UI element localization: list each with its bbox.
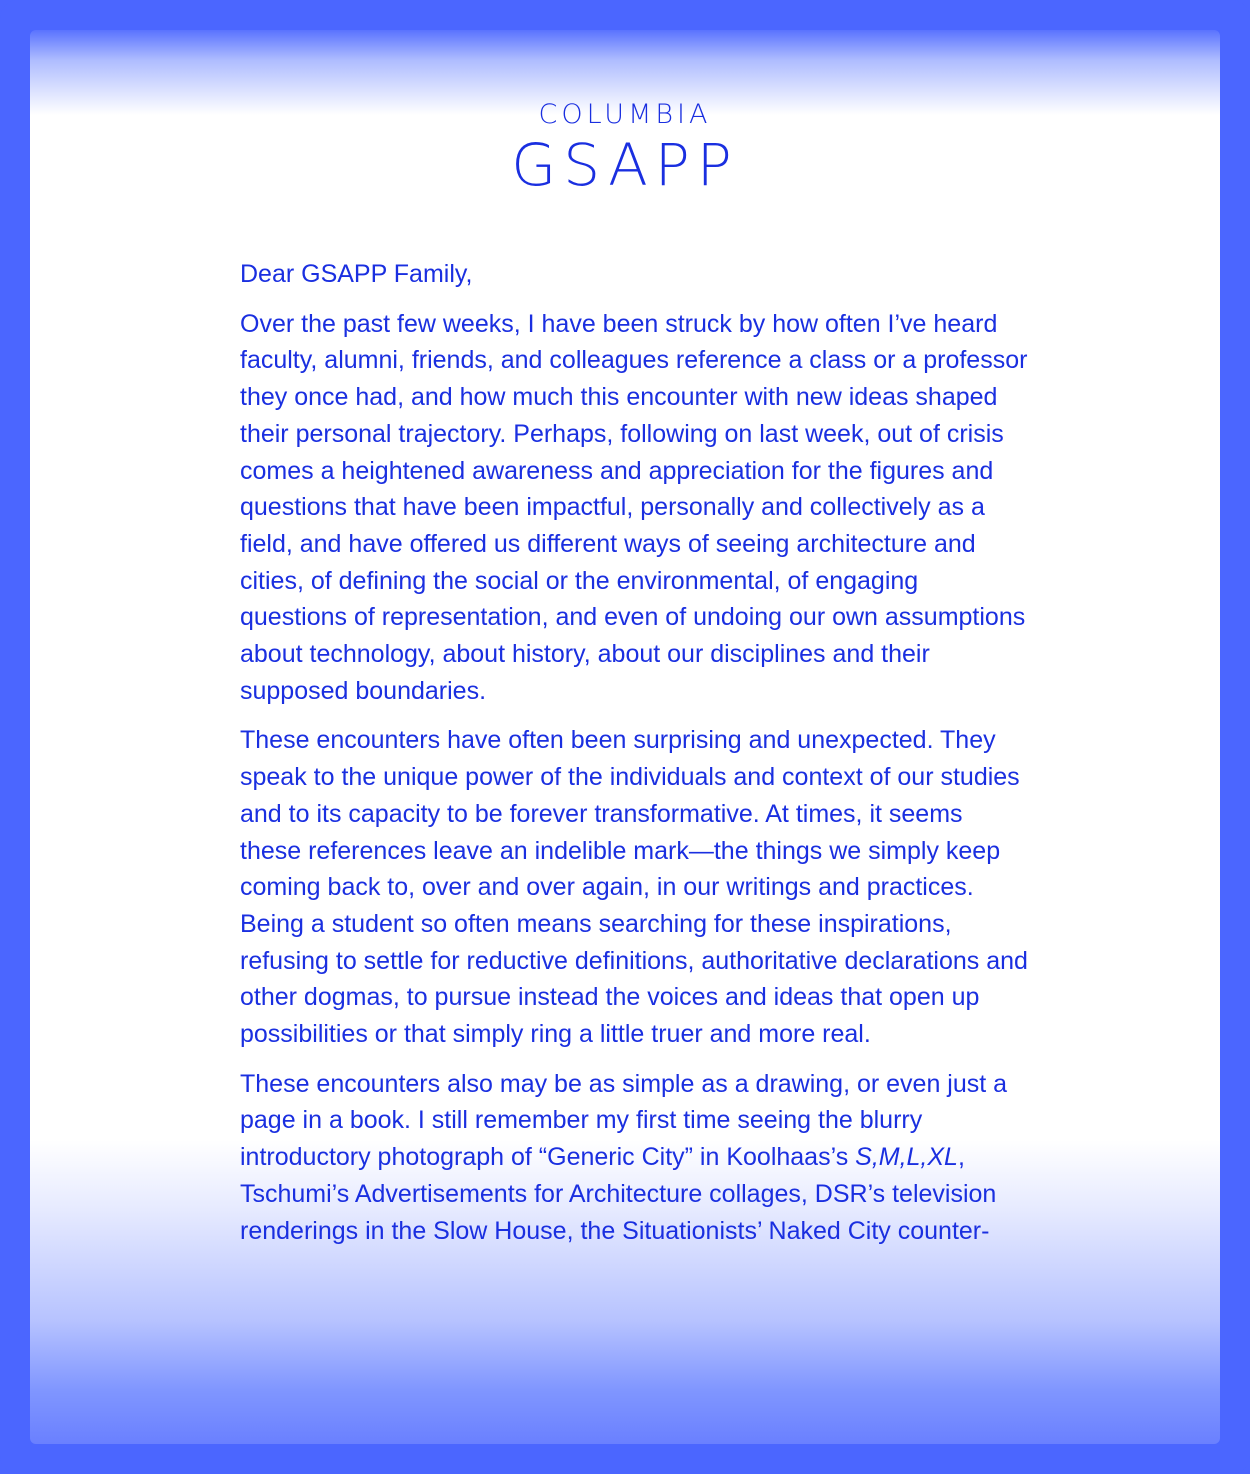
columbia-gsapp-logo (30, 98, 1220, 199)
letter-paragraph-3 (240, 1066, 1030, 1250)
paragraph-3-text-a: These encounters also may be as simple as a drawing, or even just a page in a book. I still remember my first time seeing the blurry introductory photograph of “Generic City” in Koolhaas’s (240, 1069, 1008, 1172)
logo-top-text: COLUMBIA (538, 99, 712, 130)
logo-main-text: GSAPP (511, 131, 739, 199)
letter-body (240, 256, 1030, 1262)
paragraph-3-text-b: , Tschumi’s Advertisements for Architecture collages, DSR’s television renderings in the Slow House, the Situationists’ Naked City counter- (240, 1143, 997, 1245)
letter-panel (30, 30, 1220, 1444)
letter-greeting: Dear GSAPP Family, (240, 260, 473, 288)
book-title-smlxl: S,M,L,XL (855, 1143, 958, 1172)
letter-paragraph-2: These encounters have often been surprising and unexpected. They speak to the unique power of the individuals and context of our studies and to its capacity to be forever transformative. At times, it seems these references leave an indelible mark—the things we simply keep coming back to, over and over again, in our writings and practices. Being a student so often means searching for these inspirations, refusing to settle for reductive definitions, authoritative declarations and other dogmas, to pursue instead the voices and ideas that open up possibilities or that simply ring a little truer and more real. (240, 726, 1028, 1049)
letter-paragraph-1: Over the past few weeks, I have been struck by how often I’ve heard faculty, alumni, friends, and colleagues reference a class or a professor they once had, and how much this encounter with new ideas shaped their personal trajectory. Perhaps, following on last week, out of crisis comes a heightened awareness and appreciation for the figures and questions that have been impactful, personally and collectively as a field, and have offered us different ways of seeing architecture and cities, of defining the social or the environmental, of engaging questions of representation, and even of undoing our own assumptions about technology, about history, about our disciplines and their supposed boundaries. (240, 309, 1028, 705)
